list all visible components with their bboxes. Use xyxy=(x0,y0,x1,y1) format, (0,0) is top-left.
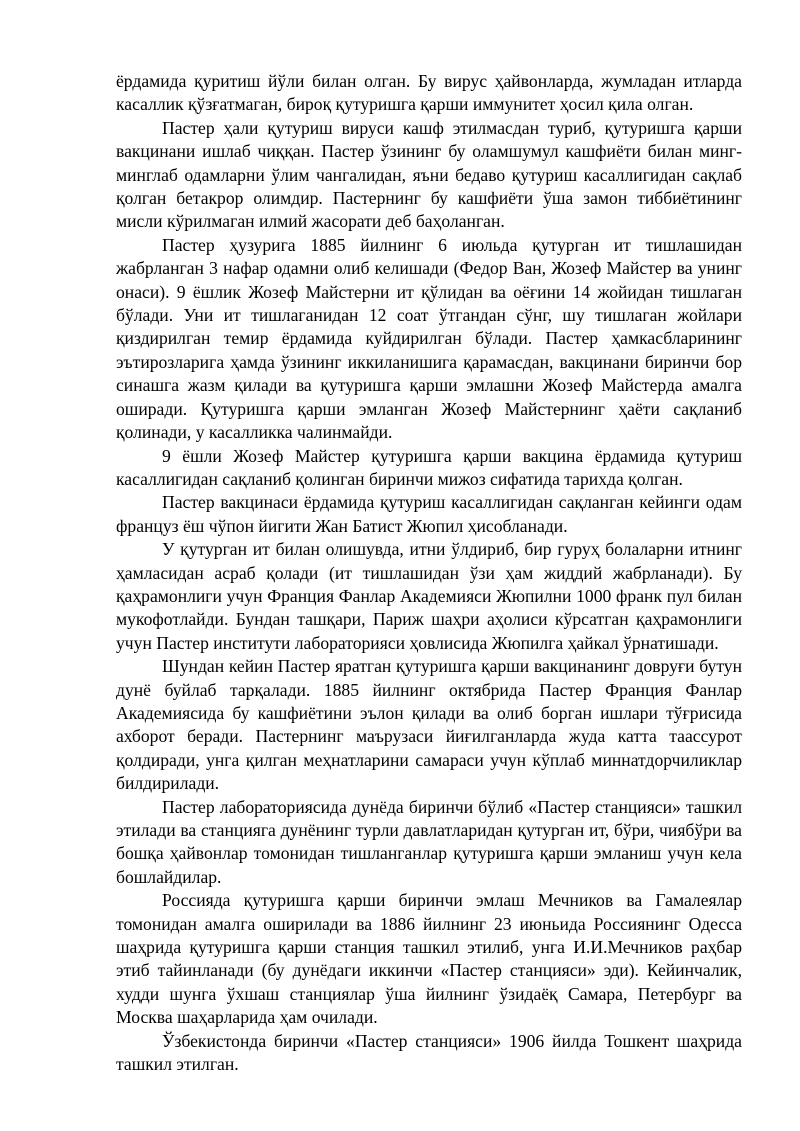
paragraph-jupille-intro: Пастер вакцинаси ёрдамида қутуриш касаллигидан сақланган кейинги одам француз ёш чўпон йигити Жан Батист Жюпил ҳисобланади. xyxy=(116,492,742,536)
paragraph-vaccine-invention: Пастер ҳали қутуриш вируси кашф этилмасдан туриб, қутуришга қарши вакцинани ишлаб чиққан. Пастер ўзининг бу оламшумул кашфиёти билан минг-минглаб одамларни ўлим чангалидан, яъни бедаво қутуриш касаллигидан сақлаб қолган бетакрор олимдир. Пастернинг бу кашфиёти ўша замон тиббиётининг мисли кўрилмаган илмий жасорати деб баҳоланган. xyxy=(116,117,742,232)
paragraph-joseph-meister: Пастер ҳузурига 1885 йилнинг 6 июльда қутурган ит тишлашидан жабрланган 3 нафар одамни олиб келишади (Федор Ван, Жозеф Майстер ва унинг онаси). 9 ёшлик Жозеф Майстерни ит қўлидан ва оёғини 14 жойидан тишлаган бўлади. Уни ит тишлаганидан 12 соат ўтгандан сўнг, шу тишлаган жойлари қиздирилган темир ёрдамида куйдирилган бўлади. Пастер ҳамкасбларининг эътирозларига ҳамда ўзининг иккиланишига қарамасдан, вакцинани биринчи бор синашга жазм қилади ва қутуришга қарши эмлашни Жозеф Майстерда амалга оширади. Қутуришга қарши эмланган Жозеф Майстернинг ҳаёти сақланиб қолинади, у касалликка чалинмайди. xyxy=(116,234,742,443)
paragraph-russia: Россияда қутуришга қарши биринчи эмлаш Мечников ва Гамалеялар томонидан амалга оширилади ва 1886 йилнинг 23 июньида Россиянинг Одесса шаҳрида қутуришга қарши станция ташкил этилиб, унга И.И.Мечников раҳбар этиб тайинланади (бу дунёдаги иккинчи «Пастер станцияси» эди). Кейинчалик, худди шунга ўхшаш станциялар ўша йилнинг ўзидаёқ Самара, Петербург ва Москва шаҳарларида ҳам очилади. xyxy=(116,890,742,1028)
paragraph-vaccine-fame: Шундан кейин Пастер яратган қутуришга қарши вакцинанинг довруғи бутун дунё буйлаб тарқалади. 1885 йилнинг октябрида Пастер Франция Фанлар Академиясида бу кашфиётини эълон қилади ва олиб борган ишлари тўғрисида ахборот беради. Пастернинг маърузаси йиғилганларда жуда катта таассурот қолдиради, унга қилган меҳнатларини самараси учун кўплаб миннатдорчиликлар билдирилади. xyxy=(116,656,742,794)
paragraph-uzbekistan: Ўзбекистонда биринчи «Пастер станцияси» 1906 йилда Тошкент шаҳрида ташкил этилган. xyxy=(116,1030,742,1075)
document-page xyxy=(116,70,742,1076)
paragraph-jupille-heroism: У қутурган ит билан олишувда, итни ўлдириб, бир гуруҳ болаларни итнинг ҳамласидан асраб қолади (ит тишлашидан ўзи ҳам жиддий жабрланади). Бу қаҳрамонлиги учун Франция Фанлар Академияси Жюпилни 1000 франк пул билан мукофотлайди. Бундан ташқари, Париж шаҳри аҳолиси кўрсатган қаҳрамонлиги учун Пастер институти лабораторияси ҳовлисида Жюпилга ҳайкал ўрнатишади. xyxy=(116,539,742,653)
paragraph-pasteur-station: Пастер лабораториясида дунёда биринчи бўлиб «Пастер станцияси» ташкил этилади ва станцияга дунёнинг турли давлатларидан қутурган ит, бўри, чиябўри ва бошқа ҳайвонлар томонидан тишланганлар қутуришга қарши эмланиш учун кела бошлайдилар. xyxy=(116,796,742,887)
paragraph-first-patient: 9 ёшли Жозеф Майстер қутуришга қарши вакцина ёрдамида қутуриш касаллигидан сақланиб қолинган биринчи мижоз сифатида тарихда қолган. xyxy=(116,445,742,489)
paragraph-continuation: ёрдамида қуритиш йўли билан олган. Бу вирус ҳайвонларда, жумладан итларда касаллик қўзғатмаган, бироқ қутуришга қарши иммунитет ҳосил қила олган. xyxy=(116,71,742,115)
